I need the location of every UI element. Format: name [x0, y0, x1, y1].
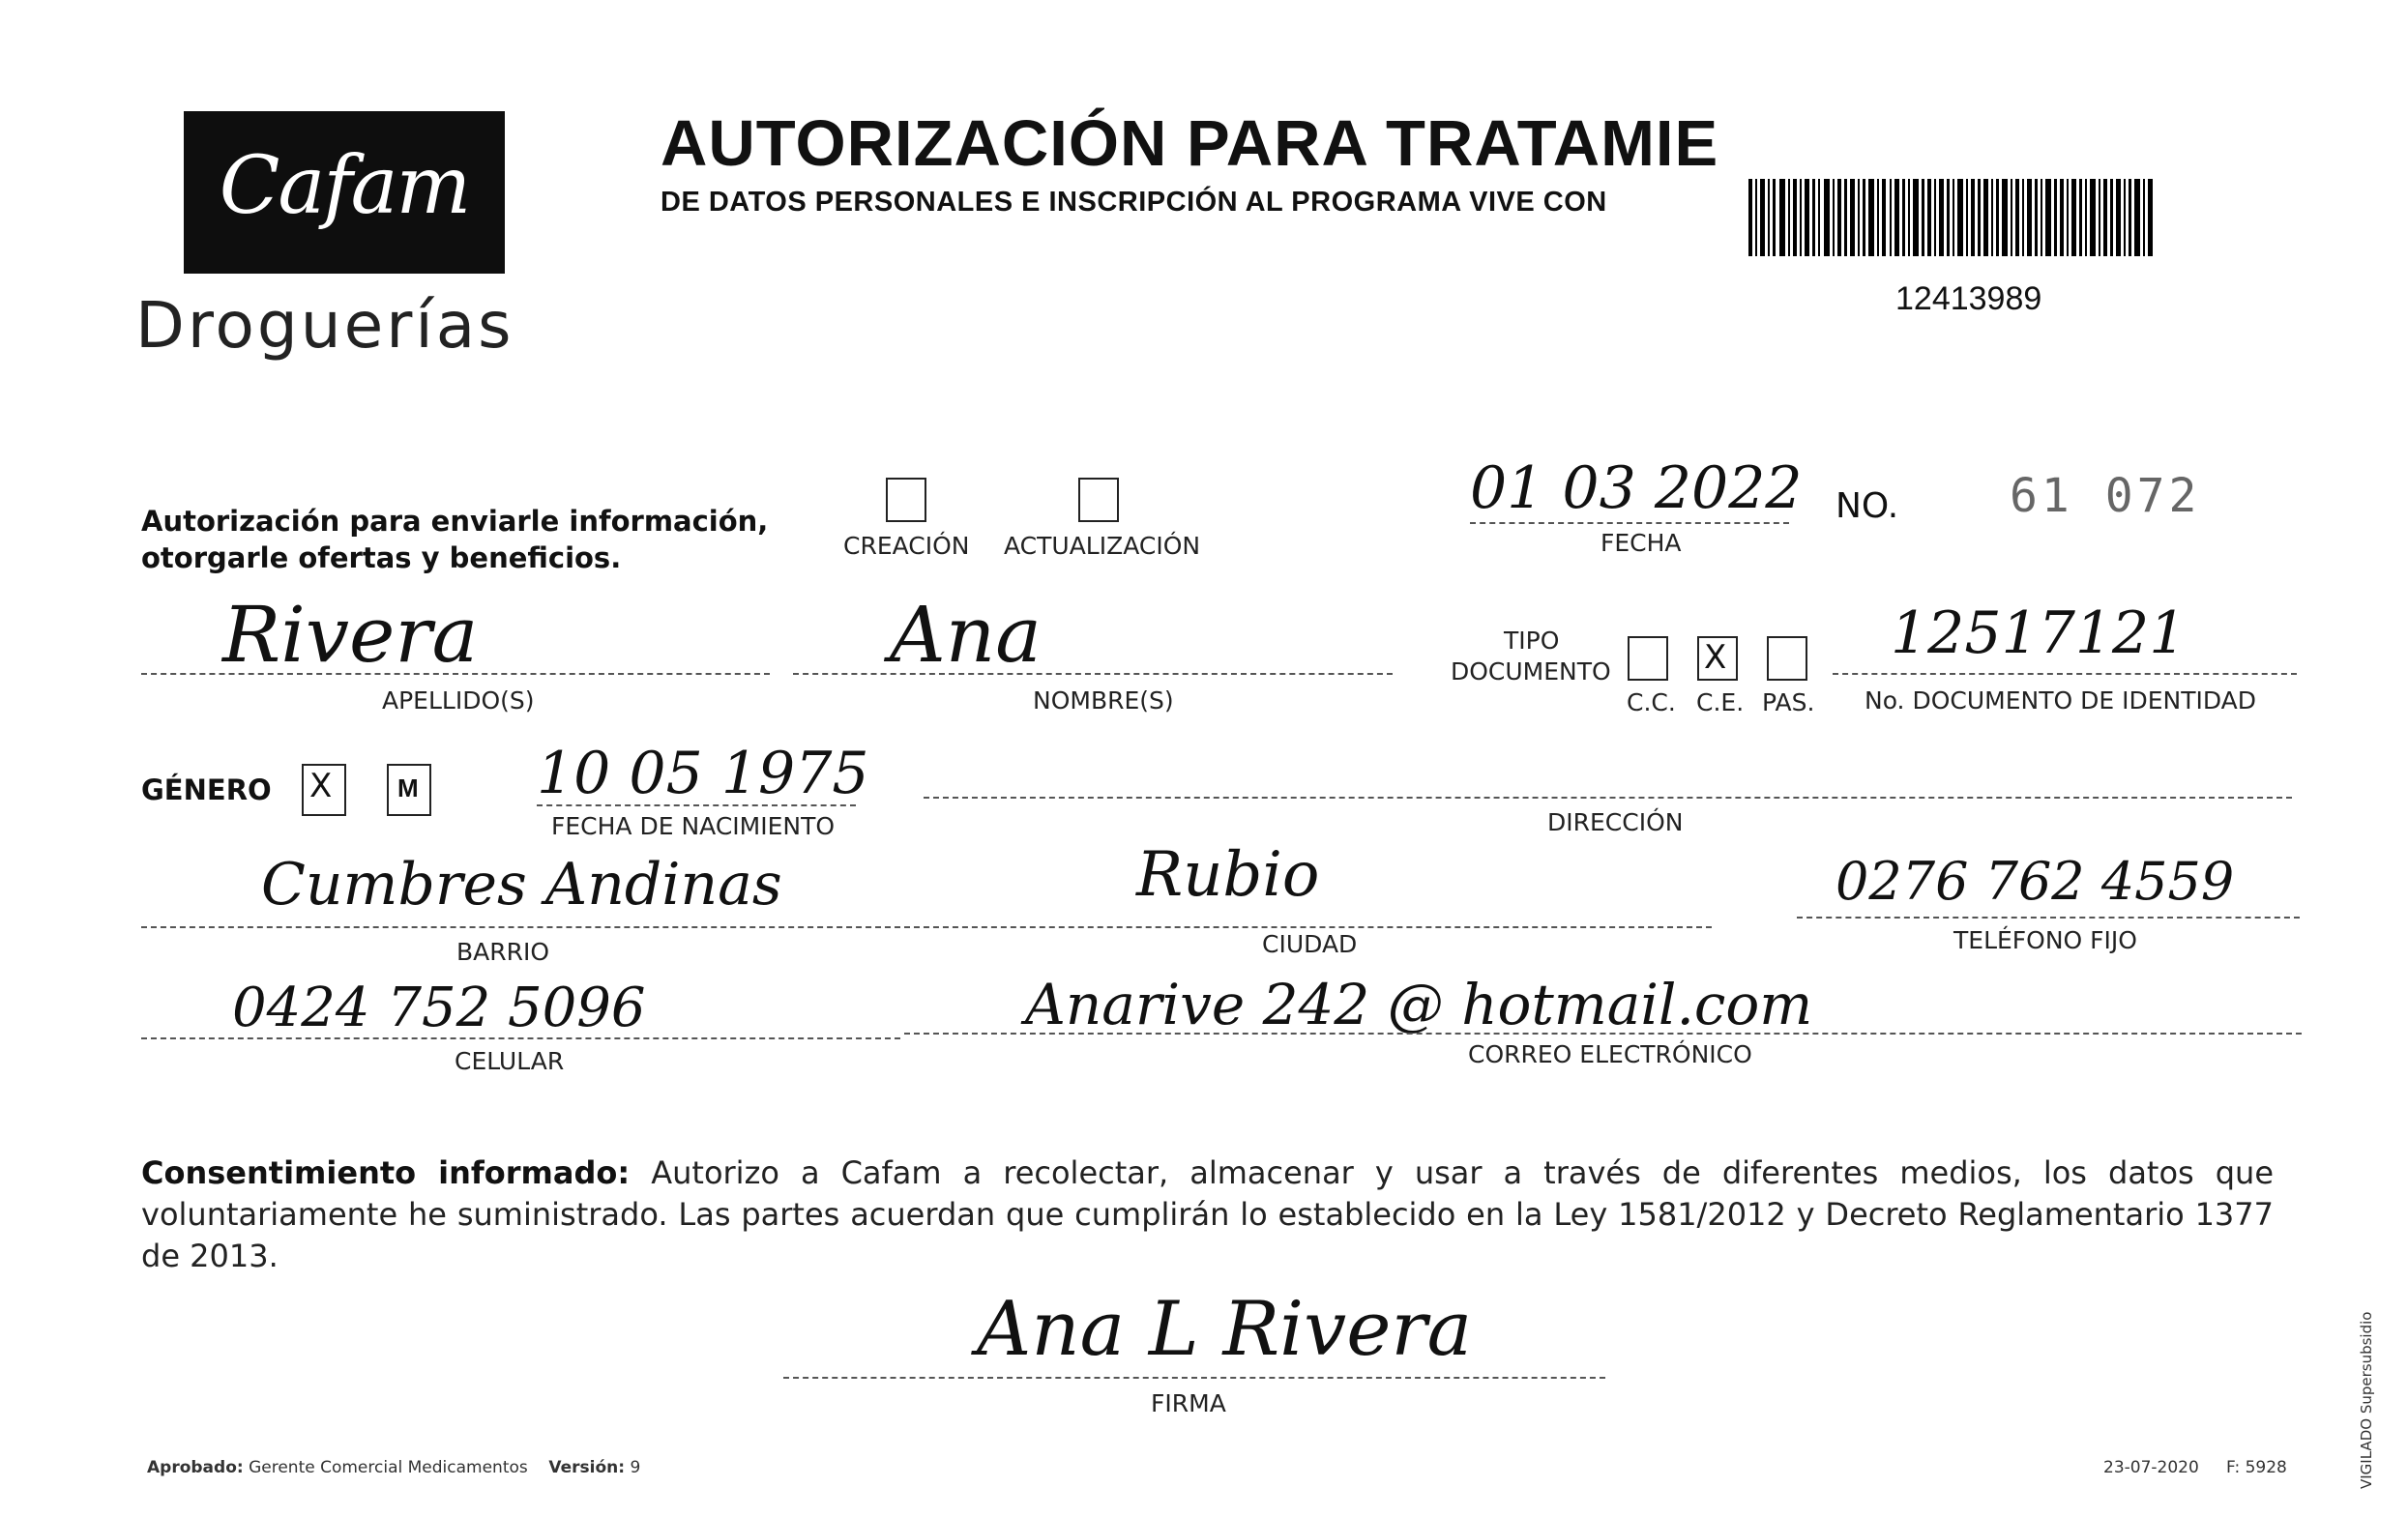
telefono-value[interactable]: 0276 762 4559 — [1835, 851, 2235, 912]
consent-paragraph — [141, 1152, 2274, 1277]
nombres-line — [793, 673, 1393, 675]
ce-check-mark: X — [1704, 638, 1727, 677]
genero-m-label: M — [397, 773, 419, 802]
fecha-nacimiento-label: FECHA DE NACIMIENTO — [551, 812, 836, 840]
documento-line — [1833, 673, 2297, 675]
documento-number-label: No. DOCUMENTO DE IDENTIDAD — [1865, 686, 2257, 715]
cc-checkbox[interactable] — [1628, 636, 1668, 681]
documento-value[interactable]: 12517121 — [1891, 599, 2187, 667]
authorization-heading-line2: otorgarle ofertas y beneficios. — [141, 541, 622, 574]
creacion-label: CREACIÓN — [843, 532, 970, 560]
pas-label: PAS. — [1762, 688, 1815, 716]
genero-label: GÉNERO — [141, 773, 272, 806]
aprobado-value: Gerente Comercial Medicamentos — [249, 1458, 528, 1477]
fecha-label: FECHA — [1600, 529, 1682, 557]
nombres-label: NOMBRE(S) — [1033, 686, 1174, 715]
fecha-nacimiento-line — [537, 804, 856, 806]
tipo-label: TIPO — [1504, 627, 1560, 655]
aprobado-label: Aprobado: — [147, 1458, 244, 1477]
consent-heading: Consentimiento informado: — [141, 1154, 631, 1191]
nombres-value[interactable]: Ana — [890, 590, 1042, 680]
correo-line — [904, 1033, 2302, 1035]
barrio-line — [141, 926, 900, 928]
pas-checkbox[interactable] — [1767, 636, 1807, 681]
fecha-line — [1470, 522, 1789, 524]
fecha-nacimiento-value[interactable]: 10 05 1975 — [537, 740, 869, 807]
celular-value[interactable]: 0424 752 5096 — [232, 977, 646, 1039]
drogerias-logo-text: Droguerías — [135, 288, 514, 363]
apellidos-value[interactable]: Rivera — [222, 590, 479, 680]
footer-code: F: 5928 — [2226, 1458, 2287, 1477]
ciudad-label: CIUDAD — [1262, 930, 1358, 958]
ce-label: C.E. — [1696, 688, 1745, 716]
actualizacion-checkbox[interactable] — [1078, 478, 1119, 522]
ciudad-value[interactable]: Rubio — [1136, 839, 1320, 911]
telefono-label: TELÉFONO FIJO — [1953, 926, 2137, 954]
apellidos-label: APELLIDO(S) — [382, 686, 535, 715]
ciudad-line — [904, 926, 1712, 928]
signature-label: FIRMA — [1151, 1389, 1226, 1417]
barrio-label: BARRIO — [456, 938, 550, 966]
telefono-line — [1797, 917, 2300, 919]
signature-line — [783, 1377, 1605, 1379]
version-value: 9 — [630, 1458, 641, 1477]
correo-value[interactable]: Anarive 242 @ hotmail.com — [1025, 972, 1813, 1037]
barrio-value[interactable]: Cumbres Andinas — [261, 851, 782, 919]
direccion-line — [924, 797, 2292, 799]
cc-label: C.C. — [1627, 688, 1676, 716]
authorization-heading-line1: Autorización para enviarle información, — [141, 505, 769, 538]
correo-label: CORREO ELECTRÓNICO — [1468, 1040, 1752, 1068]
apellidos-line — [141, 673, 770, 675]
fecha-value[interactable]: 01 03 2022 — [1470, 454, 1803, 522]
signature-value[interactable]: Ana L Rivera — [977, 1286, 1473, 1373]
genero-f-mark: X — [309, 767, 333, 805]
documento-label: DOCUMENTO — [1451, 657, 1611, 686]
creacion-checkbox[interactable] — [886, 478, 926, 522]
celular-line — [141, 1037, 900, 1039]
celular-label: CELULAR — [455, 1047, 565, 1075]
barcode — [1748, 179, 2153, 256]
cafam-logo-text: Cafam — [219, 140, 470, 232]
actualizacion-label: ACTUALIZACIÓN — [1004, 532, 1201, 560]
document-subtitle: DE DATOS PERSONALES E INSCRIPCIÓN AL PROGRAMA VIVE CON — [661, 187, 1607, 218]
direccion-label: DIRECCIÓN — [1547, 808, 1684, 836]
document-title: AUTORIZACIÓN PARA TRATAMIE — [661, 107, 1719, 180]
footer-approval — [147, 1458, 640, 1477]
version-label: Versión: — [548, 1458, 626, 1477]
vigilado-vertical-text: VIGILADO Supersubsidio — [2358, 1311, 2375, 1489]
no-value: 61 072 — [2010, 469, 2201, 523]
no-label: NO. — [1835, 486, 1899, 526]
footer-date: 23-07-2020 — [2103, 1458, 2199, 1477]
barcode-number: 12413989 — [1895, 280, 2042, 317]
consent-text: Autorizo a Cafam a recolectar, almacenar y usar a través de diferentes medios, los datos que voluntariamente he suministrado. Las partes acuerdan que cumplirán lo establecido en la Ley 1581/2012 y Decreto Reglamentario 1377 de 2013. — [141, 1154, 2275, 1274]
